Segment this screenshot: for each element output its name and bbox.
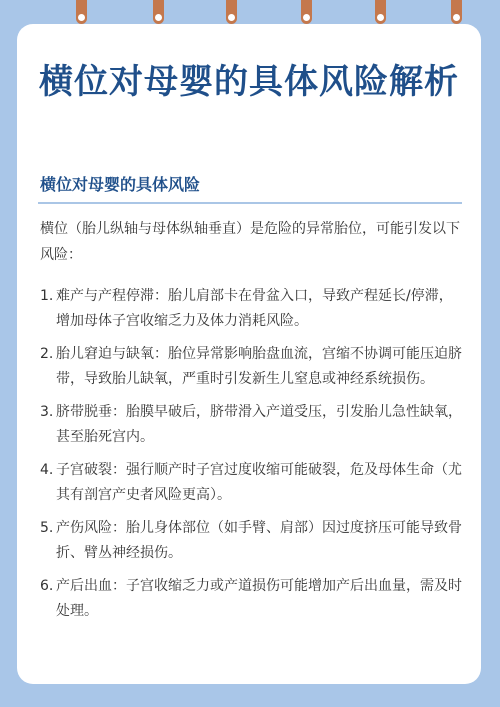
page-title: 横位对母婴的具体风险解析 [39, 62, 459, 102]
list-item-text: 难产与产程停滞：胎儿肩部卡在骨盆入口，导致产程延长/停滞，增加母体子宫收缩乏力及体力消耗风险。 [56, 288, 453, 329]
list-item-text: 产伤风险：胎儿身体部位（如手臂、肩部）因过度挤压可能导致骨折、臂丛神经损伤。 [56, 520, 462, 561]
list-item-text: 产后出血：子宫收缩乏力或产道损伤可能增加产后出血量，需及时处理。 [56, 578, 462, 619]
list-item-number: 3. [40, 404, 54, 420]
list-item-number: 5. [40, 520, 54, 536]
list-item-number: 1. [40, 288, 54, 304]
list-item-text: 脐带脱垂：胎膜早破后，脐带滑入产道受压，引发胎儿急性缺氧，甚至胎死宫内。 [56, 404, 462, 445]
intro-paragraph: 横位（胎儿纵轴与母体纵轴垂直）是危险的异常胎位，可能引发以下风险： [40, 221, 460, 263]
binder-ring [375, 0, 386, 24]
binder-ring [301, 0, 312, 24]
binder-ring [226, 0, 237, 24]
binder-rings [0, 0, 500, 28]
list-item [40, 342, 464, 392]
list-item-text: 子宫破裂：强行顺产时子宫过度收缩可能破裂，危及母体生命（尤其有剖宫产史者风险更高）。 [56, 462, 462, 503]
risk-list [40, 284, 464, 632]
binder-ring [451, 0, 462, 24]
list-item-text: 胎儿窘迫与缺氧：胎位异常影响胎盘血流，宫缩不协调可能压迫脐带，导致胎儿缺氧，严重时引发新生儿窒息或神经系统损伤。 [56, 346, 462, 387]
section-title: 横位对母婴的具体风险 [40, 175, 201, 194]
list-item [40, 458, 464, 508]
list-item-number: 2. [40, 346, 54, 362]
list-item [40, 574, 464, 624]
list-item [40, 516, 464, 566]
binder-ring [76, 0, 87, 24]
list-item-number: 6. [40, 578, 54, 594]
list-item-number: 4. [40, 462, 54, 478]
section-divider [38, 202, 462, 204]
binder-ring [153, 0, 164, 24]
list-item [40, 400, 464, 450]
list-item [40, 284, 464, 334]
